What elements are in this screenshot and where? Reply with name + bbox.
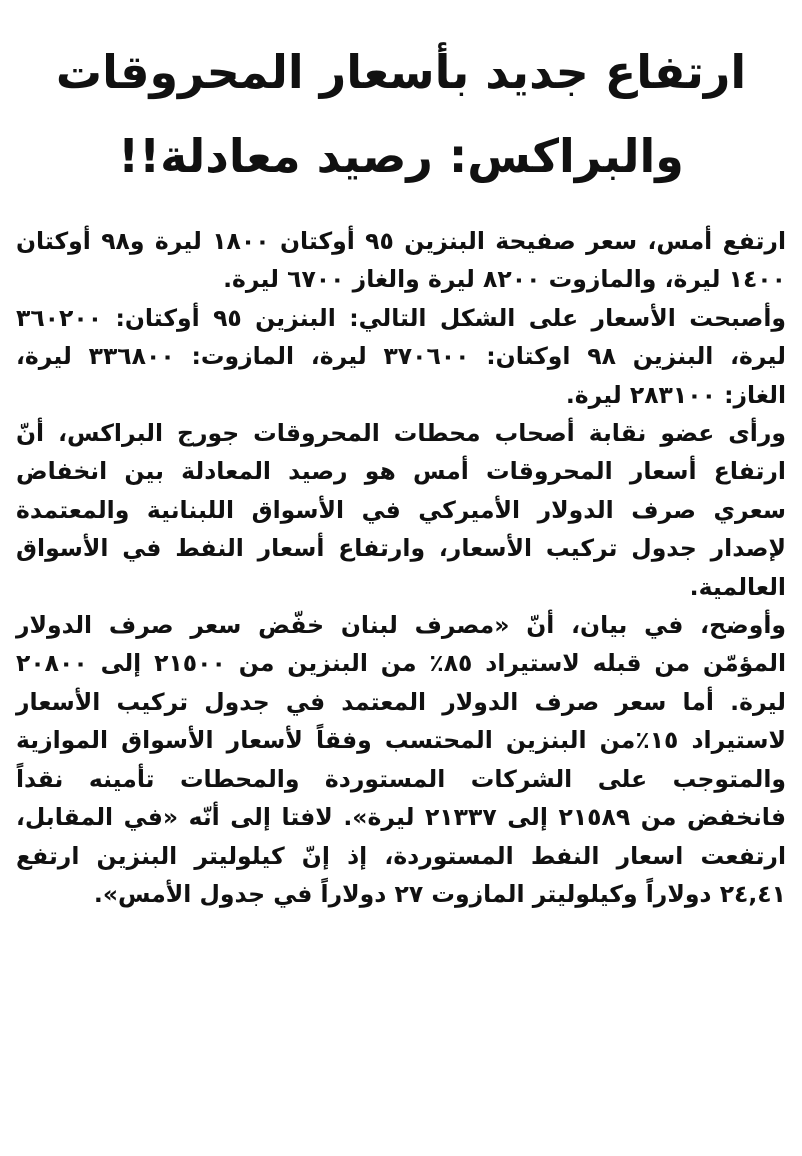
- paragraph-price-increase: ارتفع أمس، سعر صفيحة البنزين ٩٥ أوكتان ١٨٠٠ ليرة و٩٨ أوكتان ١٤٠٠ ليرة، والمازوت ٨٢٠٠ ليرة والغاز ٦٧٠٠ ليرة.: [16, 227, 786, 294]
- paragraph-brax-statement: ورأى عضو نقابة أصحاب محطات المحروقات جورج البراكس، أنّ ارتفاع أسعار المحروقات أمس هو رصيد المعادلة بين انخفاض سعري صرف الدولار الأميركي في الأسواق اللبنانية والمعتمدة لإصدار جدول تركيب الأسعار، وارتفاع أسعار النفط في الأسواق العالمية.: [16, 419, 786, 601]
- article-headline: [16, 30, 786, 198]
- headline-line-2: والبراكس: رصيد معادلة!!: [118, 129, 684, 183]
- paragraph-new-prices: وأصبحت الأسعار على الشكل التالي: البنزين ٩٥ أوكتان: ٣٦٠٢٠٠ ليرة، البنزين ٩٨ اوكتان: ٣٧٠٦٠٠ ليرة، المازوت: ٣٣٦٨٠٠ ليرة، الغاز: ٢٨٣١٠٠ ليرة.: [16, 303, 786, 409]
- news-article: [16, 30, 786, 1136]
- article-body: [16, 222, 786, 913]
- paragraph-bdl-exchange-rate: وأوضح، في بيان، أنّ «مصرف لبنان خفّض سعر صرف الدولار المؤمّن من قبله لاستيراد ٨٥٪ من البنزين من ٢١٥٠٠ إلى ٢٠٨٠٠ ليرة. أما سعر صرف الدولار المعتمد في جدول تركيب الأسعار لاستيراد ١٥٪من البنزين المحتسب وفقاً لأسعار الأسواق الموازية والمتوجب على الشركات المستوردة والمحطات تأمينه نقداً فانخفض من ٢١٥٨٩ إلى ٢١٣٣٧ ليرة». لافتا إلى أنّه «في المقابل، ارتفعت اسعار النفط المستوردة، إذ إنّ كيلوليتر البنزين ارتفع ٢٤,٤١ دولاراً وكيلوليتر المازوت ٢٧ دولاراً في جدول الأمس».: [16, 611, 786, 908]
- headline-line-1: ارتفاع جديد بأسعار المحروقات: [55, 45, 747, 99]
